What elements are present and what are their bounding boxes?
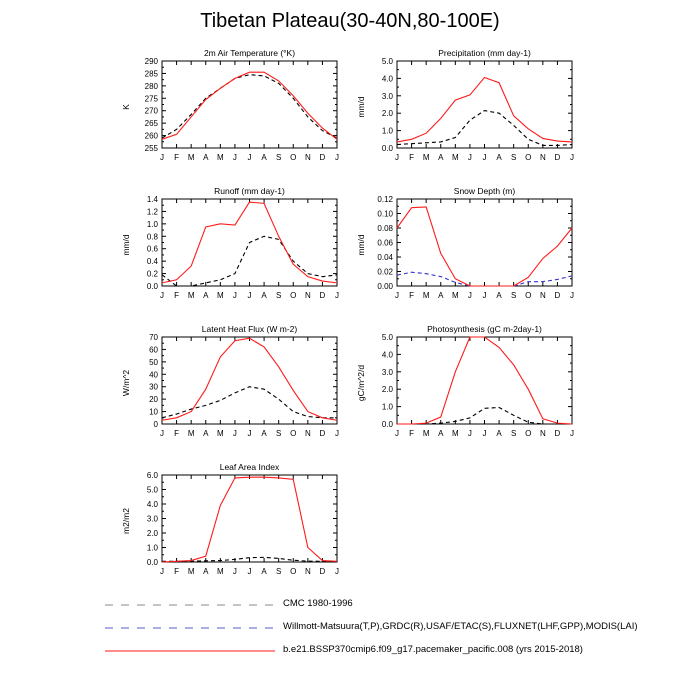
x-tick-label: M (451, 429, 459, 438)
x-tick-label: M (187, 567, 195, 576)
series-line-obs (397, 111, 572, 146)
y-tick-label: 5.0 (381, 333, 393, 342)
chart-runoff (121, 186, 382, 319)
chart-snow-depth (356, 186, 617, 319)
y-tick-label: 1.0 (146, 543, 158, 553)
x-tick-label: J (467, 153, 472, 162)
x-tick-label: O (525, 429, 532, 438)
x-tick-label: M (422, 153, 430, 162)
x-tick-label: M (187, 153, 195, 162)
y-tick-label: 0.08 (377, 224, 393, 233)
legend-label-obs: Willmott-Matsuura(T,P),GRDC(R),USAF/ETAC(S),FLUXNET(LHF,GPP),MODIS(LAI) (283, 621, 638, 632)
chart-leaf-area-index (121, 462, 382, 595)
x-tick-label: F (174, 429, 180, 438)
x-tick-label: D (319, 429, 326, 438)
x-tick-label: A (261, 567, 267, 576)
y-tick-label: 60 (149, 345, 158, 355)
y-tick-label: 50 (149, 357, 158, 367)
y-tick-label: 265 (144, 119, 158, 129)
series-line-model (397, 337, 572, 424)
plot-frame (162, 337, 337, 424)
x-tick-label: J (160, 567, 164, 576)
y-tick-label: 0.10 (377, 209, 393, 219)
x-tick-label: N (539, 429, 546, 438)
y-tick-label: 2.0 (381, 109, 393, 119)
plot-photosynthesis (381, 333, 574, 440)
y-tick-label: 0.02 (377, 267, 393, 277)
x-tick-label: A (496, 153, 502, 162)
plot-snow-depth (377, 195, 574, 302)
x-tick-label: J (247, 153, 252, 162)
x-tick-label: A (438, 429, 444, 438)
y-tick-label: 270 (144, 106, 158, 116)
y-axis-label-leaf-area-index: m2/m2 (121, 508, 131, 534)
x-tick-label: N (304, 291, 311, 300)
legend-item-model (105, 644, 665, 658)
x-tick-label: D (319, 291, 326, 300)
x-tick-label: A (203, 429, 209, 438)
y-tick-label: 1.0 (381, 126, 393, 136)
y-axis-label-snow-depth: mm/d (356, 234, 366, 256)
x-tick-label: O (290, 291, 297, 300)
y-axis-label-precipitation: mm/d (356, 96, 366, 118)
y-tick-label: 5.0 (381, 57, 393, 66)
plot-runoff (146, 195, 339, 302)
y-tick-label: 275 (144, 94, 158, 104)
chart-title-precipitation: Precipitation (mm day-1) (438, 48, 531, 58)
series-line-model (397, 78, 572, 142)
y-tick-label: 0.0 (146, 282, 158, 291)
x-tick-label: F (409, 291, 415, 300)
y-tick-label: 0.8 (146, 232, 158, 242)
plot-leaf-area-index (146, 471, 339, 578)
x-tick-label: A (438, 291, 444, 300)
series-line-model (162, 72, 337, 139)
chart-title-photosynthesis: Photosynthesis (gC m-2day-1) (427, 324, 542, 334)
legend-label-model: b.e21.BSSP370cmip6.f09_g17.pacemaker_pacific.008 (yrs 2015-2018) (283, 644, 583, 655)
x-tick-label: J (247, 567, 252, 576)
x-tick-label: F (174, 153, 180, 162)
series-line-obs (162, 236, 337, 286)
y-tick-label: 0.0 (381, 144, 393, 153)
x-tick-label: S (275, 567, 282, 576)
x-tick-label: J (482, 291, 487, 300)
x-tick-label: O (525, 153, 532, 162)
x-tick-label: D (554, 153, 561, 162)
chart-title-runoff: Runoff (mm day-1) (214, 186, 285, 196)
x-tick-label: J (335, 153, 339, 162)
y-tick-label: 0.2 (146, 269, 158, 279)
y-tick-label: 0.04 (377, 253, 393, 262)
y-tick-label: 255 (144, 144, 158, 153)
y-tick-label: 0 (153, 420, 158, 429)
chart-title-snow-depth: Snow Depth (m) (453, 186, 516, 196)
x-tick-label: S (510, 153, 517, 162)
x-tick-label: S (275, 429, 282, 438)
plot-frame (162, 475, 337, 562)
x-tick-label: J (467, 429, 472, 438)
y-axis-label-runoff: mm/d (121, 234, 131, 256)
x-tick-label: J (160, 291, 164, 300)
chart-latent-heat-flux (121, 324, 382, 457)
x-tick-label: J (335, 567, 339, 576)
y-tick-label: 2.0 (381, 385, 393, 395)
x-tick-label: M (187, 429, 195, 438)
x-tick-label: J (232, 291, 237, 300)
y-tick-label: 6.0 (146, 471, 158, 480)
x-tick-label: J (160, 429, 164, 438)
y-tick-label: 2.0 (146, 529, 158, 538)
chart-air-temperature (121, 48, 382, 181)
x-tick-label: N (539, 291, 546, 300)
series-line-obs (162, 75, 337, 138)
figure-title: Tibetan Plateau(30-40N,80-100E) (200, 10, 500, 32)
y-tick-label: 1.4 (146, 195, 158, 204)
x-tick-label: J (232, 153, 237, 162)
x-tick-label: A (496, 429, 502, 438)
x-tick-label: N (304, 153, 311, 162)
plot-frame (397, 337, 572, 424)
legend-label-cmc: CMC 1980-1996 (283, 598, 353, 609)
x-tick-label: M (216, 291, 224, 300)
x-tick-label: S (510, 429, 517, 438)
x-tick-label: O (525, 291, 532, 300)
x-tick-label: A (261, 429, 267, 438)
series-line-model (397, 207, 572, 286)
x-tick-label: S (510, 291, 517, 300)
y-tick-label: 0.12 (377, 195, 393, 204)
y-tick-label: 1.2 (146, 207, 158, 217)
y-axis-label-latent-heat-flux: W/m^2 (121, 369, 131, 397)
x-tick-label: A (438, 153, 444, 162)
x-tick-label: A (496, 291, 502, 300)
series-line-model (162, 477, 337, 562)
x-tick-label: O (290, 429, 297, 438)
x-tick-label: F (409, 429, 415, 438)
y-tick-label: 70 (149, 333, 158, 342)
y-tick-label: 5.0 (146, 485, 158, 495)
y-tick-label: 290 (144, 57, 158, 66)
x-tick-label: M (451, 291, 459, 300)
x-tick-label: A (203, 153, 209, 162)
y-axis-label-air-temperature: K (121, 104, 131, 110)
y-tick-label: 10 (149, 407, 158, 417)
chart-title-latent-heat-flux: Latent Heat Flux (W m-2) (201, 324, 298, 334)
x-tick-label: S (275, 153, 282, 162)
y-tick-label: 4.0 (146, 500, 158, 509)
y-tick-label: 40 (149, 370, 158, 380)
y-tick-label: 0.0 (381, 420, 393, 429)
x-tick-label: J (395, 291, 399, 300)
x-tick-label: D (319, 153, 326, 162)
x-tick-label: J (395, 153, 399, 162)
x-tick-label: N (304, 567, 311, 576)
y-tick-label: 1.0 (146, 219, 158, 229)
x-tick-label: D (554, 291, 561, 300)
x-tick-label: M (422, 429, 430, 438)
plot-air-temperature (144, 57, 339, 164)
chart-title-leaf-area-index: Leaf Area Index (219, 462, 280, 472)
chart-precipitation (356, 48, 617, 181)
plot-frame (397, 199, 572, 286)
x-tick-label: J (160, 153, 164, 162)
x-tick-label: M (216, 153, 224, 162)
y-tick-label: 285 (144, 69, 158, 79)
x-tick-label: O (290, 567, 297, 576)
y-tick-label: 280 (144, 81, 158, 91)
x-tick-label: D (554, 429, 561, 438)
y-tick-label: 1.0 (381, 402, 393, 412)
legend-item-cmc (105, 598, 665, 612)
x-tick-label: A (261, 291, 267, 300)
x-tick-label: J (232, 429, 237, 438)
x-tick-label: F (174, 291, 180, 300)
x-tick-label: J (467, 291, 472, 300)
x-tick-label: M (187, 291, 195, 300)
plot-latent-heat-flux (149, 333, 339, 440)
x-tick-label: F (174, 567, 180, 576)
x-tick-label: N (539, 153, 546, 162)
y-tick-label: 4.0 (381, 74, 393, 84)
x-tick-label: A (203, 567, 209, 576)
x-tick-label: D (319, 567, 326, 576)
x-tick-label: J (395, 429, 399, 438)
x-tick-label: A (203, 291, 209, 300)
series-line-model (162, 338, 337, 420)
x-tick-label: J (570, 153, 574, 162)
x-tick-label: J (570, 429, 574, 438)
y-tick-label: 20 (149, 395, 158, 405)
x-tick-label: M (216, 429, 224, 438)
y-tick-label: 0.4 (146, 257, 158, 267)
x-tick-label: M (451, 153, 459, 162)
x-tick-label: J (570, 291, 574, 300)
plot-frame (162, 61, 337, 148)
y-tick-label: 30 (149, 382, 158, 392)
x-tick-label: M (422, 291, 430, 300)
y-tick-label: 3.0 (381, 367, 393, 377)
x-tick-label: J (482, 429, 487, 438)
x-tick-label: N (304, 429, 311, 438)
y-tick-label: 0.06 (377, 238, 393, 248)
x-tick-label: F (409, 153, 415, 162)
x-tick-label: J (232, 567, 237, 576)
x-tick-label: J (247, 291, 252, 300)
x-tick-label: J (335, 291, 339, 300)
x-tick-label: J (247, 429, 252, 438)
y-axis-label-photosynthesis: gC/m^2/d (356, 364, 366, 402)
x-tick-label: M (216, 567, 224, 576)
legend (105, 598, 665, 668)
x-tick-label: S (275, 291, 282, 300)
y-tick-label: 260 (144, 131, 158, 141)
y-tick-label: 0.6 (146, 244, 158, 254)
legend-item-obs (105, 621, 665, 635)
x-tick-label: A (261, 153, 267, 162)
y-tick-label: 3.0 (146, 514, 158, 524)
chart-title-air-temperature: 2m Air Temperature (°K) (203, 48, 296, 58)
x-tick-label: O (290, 153, 297, 162)
y-tick-label: 0.0 (146, 558, 158, 567)
plot-precipitation (381, 57, 574, 164)
y-tick-label: 0.00 (377, 282, 393, 291)
y-tick-label: 4.0 (381, 350, 393, 360)
chart-photosynthesis (356, 324, 617, 457)
y-tick-label: 3.0 (381, 91, 393, 101)
x-tick-label: J (335, 429, 339, 438)
x-tick-label: J (482, 153, 487, 162)
